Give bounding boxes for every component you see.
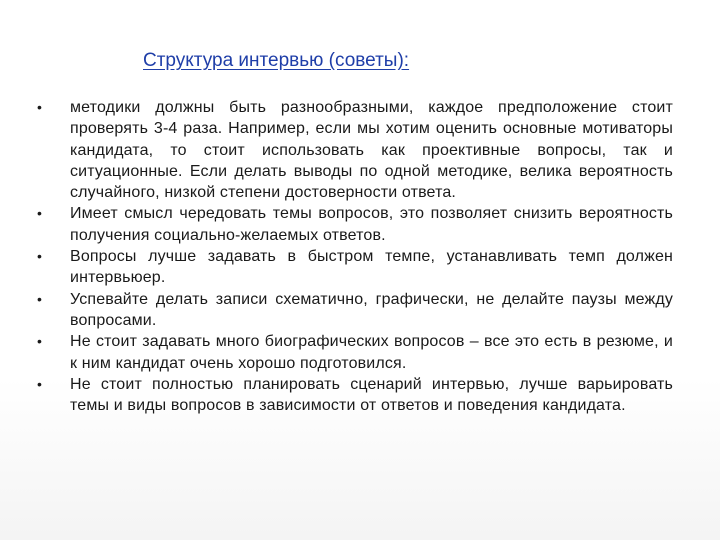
bullet-text: Имеет смысл чередовать темы вопросов, это позволяет снизить вероятность получения социально-желаемых ответов. xyxy=(70,205,673,244)
bullet-item-3 xyxy=(37,246,673,289)
bullet-item-4 xyxy=(37,289,673,332)
bullet-item-5 xyxy=(37,331,673,374)
bullet-dot-icon: • xyxy=(37,375,43,392)
bullet-text: Успевайте делать записи схематично, графически, не делайте паузы между вопросами. xyxy=(70,290,673,329)
bullet-list xyxy=(37,97,673,416)
slide-title: Структура интервью (советы): xyxy=(143,50,410,71)
bullet-text: Вопросы лучше задавать в быстром темпе, устанавливать темп должен интервьюер. xyxy=(70,248,673,287)
bullet-dot-icon: • xyxy=(37,290,43,307)
bullet-item-1 xyxy=(37,97,673,203)
bullet-dot-icon: • xyxy=(37,333,43,350)
bullet-text: Не стоит полностью планировать сценарий интервью, лучше варьировать темы и виды вопросов в зависимости от ответов и поведения кандидата. xyxy=(70,375,673,415)
bullet-dot-icon: • xyxy=(37,205,43,222)
bullet-item-6 xyxy=(37,374,673,417)
bullet-text: методики должны быть разнообразными, каждое предположение стоит проверять 3-4 раза. Например, если мы хотим оценить основные мотиваторы кандидата, то стоит использовать как проективные вопросы, так и ситуационные. Если делать выводы по одной методике, велика вероятность случайного, низкой степени достоверности ответа. xyxy=(70,99,673,202)
bullet-text: Не стоит задавать много биографических вопросов – все это есть в резюме, и к ним кандидат очень хорошо подготовился. xyxy=(70,333,673,372)
bullet-dot-icon: • xyxy=(37,99,43,115)
bullet-item-2 xyxy=(37,203,673,246)
bullet-dot-icon: • xyxy=(37,248,43,265)
